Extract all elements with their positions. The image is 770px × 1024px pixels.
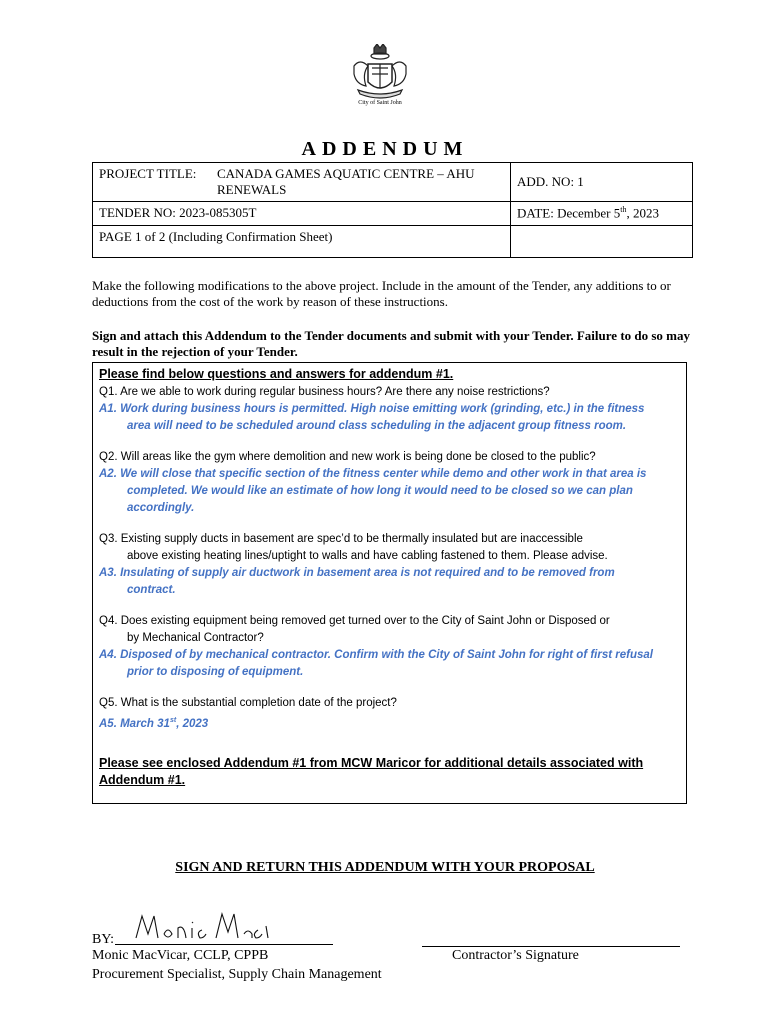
answer-3-line-1: A3. Insulating of supply air ductwork in basement area is not required and to be removed from (99, 567, 615, 579)
project-header-table (92, 162, 693, 258)
logo-caption: City of Saint John (358, 100, 402, 106)
answer-2-line-1: A2. We will close that specific section of the fitness center while demo and other work in that area is (99, 468, 647, 480)
page-count: PAGE 1 of 2 (Including Confirmation Sheet) (93, 226, 511, 258)
answer-1-line-1: A1. Work during business hours is permitted. High noise emitting work (grinding, etc.) in the fitness (99, 403, 645, 415)
sign-attach-notice: Sign and attach this Addendum to the Tender documents and submit with your Tender. Failure to do so may result in the rejection of your Tender. (92, 328, 691, 359)
answer-5-year: , 2023 (176, 717, 209, 730)
question-1: Q1. Are we able to work during regular business hours? Are there any noise restrictions? (99, 386, 550, 398)
signature-line-left (115, 944, 333, 945)
answer-5-text: A5. March 31 (99, 717, 170, 730)
mcw-addendum-note-line-1: Please see enclosed Addendum #1 from MCW Maricor for additional details associated with (99, 755, 644, 770)
sign-return-instruction (0, 860, 770, 876)
answer-2-line-3: accordingly. (127, 502, 195, 514)
page-title: ADDENDUM (301, 138, 469, 160)
addendum-number: ADD. NO: 1 (511, 163, 693, 202)
date-suffix: th (620, 205, 627, 214)
by-label: BY: (92, 932, 115, 947)
answer-4-line-2: prior to disposing of equipment. (127, 666, 304, 678)
answer-2-line-2: completed. We would like an estimate of how long it would need to be closed so we can plan (127, 485, 633, 497)
signer-role: Procurement Specialist, Supply Chain Management (92, 967, 382, 982)
handwritten-signature (132, 908, 272, 948)
date-label: DATE: December 5 (517, 205, 621, 221)
answer-5 (99, 712, 686, 733)
contractor-signature-label: Contractor’s Signature (452, 948, 579, 963)
qa-heading: Please find below questions and answers for addendum #1. (99, 367, 454, 381)
question-5: Q5. What is the substantial completion date of the project? (99, 697, 397, 709)
intro-paragraph: Make the following modifications to the above project. Include in the amount of the Tender, any additions to or deductions from the cost of the work by reason of these instructions. (92, 278, 671, 309)
answer-5-suffix: st (169, 717, 177, 724)
project-title-label: PROJECT TITLE: (99, 166, 197, 181)
questions-answers-box (92, 362, 687, 804)
answer-1-line-2: area will need to be scheduled around class scheduling in the adjacent group fitness room. (127, 420, 627, 432)
tender-number: TENDER NO: 2023-085305T (93, 202, 511, 226)
signer-name: Monic MacVicar, CCLP, CPPB (92, 948, 269, 963)
question-2: Q2. Will areas like the gym where demolition and new work is being done be closed to the public? (99, 451, 596, 463)
question-3-line-1: Q3. Existing supply ducts in basement are spec’d to be thermally insulated but are inaccessible (99, 533, 583, 545)
date-year: , 2023 (626, 205, 659, 221)
answer-4-line-1: A4. Disposed of by mechanical contractor. Confirm with the City of Saint John for right of first refusal (99, 649, 653, 661)
project-title-cell (93, 163, 511, 202)
sign-return-text: SIGN AND RETURN THIS ADDENDUM WITH YOUR PROPOSAL (175, 860, 595, 875)
question-3-line-2: above existing heating lines/uptight to walls and have cabling fastened to them. Please advise. (127, 550, 608, 562)
addendum-date (511, 202, 693, 226)
project-title-value: CANADA GAMES AQUATIC CENTRE – AHU RENEWALS (217, 166, 475, 197)
mcw-addendum-note-line-2: Addendum #1. (99, 772, 186, 787)
question-4-line-1: Q4. Does existing equipment being removed get turned over to the City of Saint John or Disposed or (99, 615, 610, 627)
contractor-signature-line (422, 946, 680, 947)
empty-cell (511, 226, 693, 258)
question-4-line-2: by Mechanical Contractor? (127, 632, 264, 644)
answer-3-line-2: contract. (127, 584, 176, 596)
